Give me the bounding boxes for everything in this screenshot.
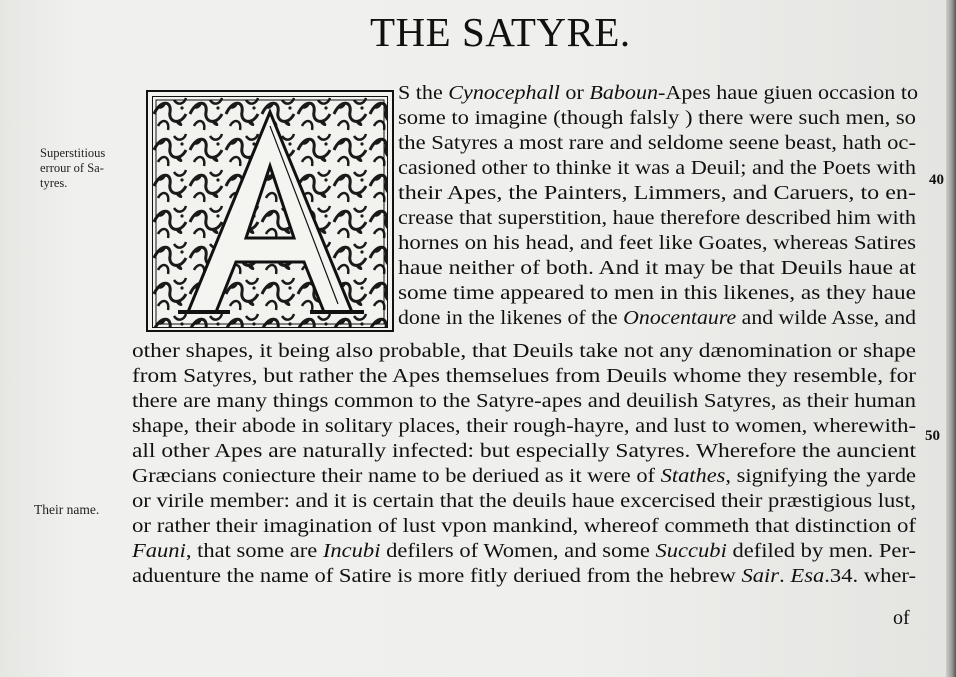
- text-run: done in the likenes of the: [398, 308, 624, 329]
- line-number-40: 40: [929, 172, 944, 188]
- margin-note-superstitious: Superstitious errour of Sa- tyres.: [40, 146, 106, 190]
- text-run: some to imagine (though falsly ) there were such men, so: [398, 108, 916, 129]
- text-run: .: [779, 566, 791, 587]
- text-run: all other Apes are naturally infected: but especially Satyres. Wherefore the auncient: [132, 441, 916, 462]
- text-line: [132, 515, 916, 539]
- text-line: [398, 132, 916, 156]
- italic-word: Cynocephall: [448, 83, 560, 104]
- text-run: aduenture the name of Satire is more fitly deriued from the hebrew: [132, 566, 742, 587]
- text-line: [132, 390, 916, 414]
- text-run: .34. wher-: [824, 566, 916, 587]
- text-run: their Apes, the Painters, Limmers, and Caruers, to en-: [398, 183, 916, 204]
- text-line: [398, 107, 916, 131]
- text-line: [398, 207, 916, 231]
- italic-word: Incubi: [322, 541, 381, 562]
- text-run: , that some are: [185, 541, 323, 562]
- text-line: [132, 490, 916, 514]
- text-line: [132, 540, 916, 564]
- text-run: haue neither of both. And it may be that Deuils haue at: [398, 258, 916, 279]
- text-run: the Satyres a most rare and seldome seene beast, hath oc-: [398, 133, 916, 154]
- drop-cap-block: [146, 90, 394, 332]
- text-line: [398, 282, 916, 306]
- italic-word: Onocentaure: [623, 308, 737, 329]
- text-line: [398, 182, 916, 206]
- text-run: other shapes, it being also probable, that Deuils take not any dænomination or shape: [132, 341, 916, 362]
- italic-word: Sair: [741, 566, 780, 587]
- ornamental-vine-icon: [152, 96, 388, 328]
- italic-word: Esa: [790, 566, 825, 587]
- line-number-50: 50: [925, 428, 940, 444]
- text-line: [398, 307, 916, 331]
- text-line: [132, 365, 916, 389]
- italic-word: Fauni: [132, 541, 186, 562]
- text-line: [132, 440, 916, 464]
- page-title: THE SATYRE.: [370, 9, 631, 55]
- text-line: [132, 465, 916, 489]
- text-run: defiled by men. Per-: [726, 541, 916, 562]
- text-run: there are many things common to the Satyre-apes and deuilish Satyres, as their human: [132, 391, 916, 412]
- text-line: [398, 257, 916, 281]
- text-run: defilers of Women, and some: [380, 541, 656, 562]
- text-run: from Satyres, but rather the Apes themselues from Deuils whome they resemble, for: [132, 366, 916, 387]
- text-run: -Apes haue giuen occasion to: [658, 83, 918, 104]
- text-run: or virile member: and it is certain that the deuils haue excercised their præstigious lust,: [132, 491, 917, 512]
- text-line: [132, 340, 916, 364]
- text-run: or rather their imagination of lust vpon mankind, whereof commeth that distinction of: [132, 516, 916, 537]
- margin-note-their-name: Their name.: [34, 502, 100, 517]
- italic-word: Stathes: [660, 466, 726, 487]
- text-run: or: [559, 83, 590, 104]
- book-edge: [946, 0, 956, 677]
- text-run: and wilde Asse, and: [736, 308, 916, 329]
- text-run: shape, their abode in solitary places, their rough-hayre, and lust to women, wherewith-: [132, 416, 916, 437]
- catchword: of: [893, 607, 910, 629]
- text-run: hornes on his head, and feet like Goates, whereas Satires: [398, 233, 916, 254]
- italic-word: Succubi: [655, 541, 727, 562]
- text-run: crease that superstition, haue therefore described him with: [398, 208, 916, 229]
- text-line: [398, 232, 916, 256]
- text-line: [398, 157, 916, 181]
- text-run: S the: [398, 83, 449, 104]
- text-line: [398, 82, 918, 106]
- text-run: , signifying the yarde: [725, 466, 916, 487]
- text-line: [132, 565, 916, 589]
- text-run: some time appeared to men in this likenes, as they haue: [398, 283, 916, 304]
- text-run: Græcians coniecture their name to be deriued as it were of: [132, 466, 661, 487]
- text-run: casioned other to thinke it was a Deuil; and the Poets with: [398, 158, 916, 179]
- text-line: [132, 415, 916, 439]
- italic-word: Baboun: [589, 83, 659, 104]
